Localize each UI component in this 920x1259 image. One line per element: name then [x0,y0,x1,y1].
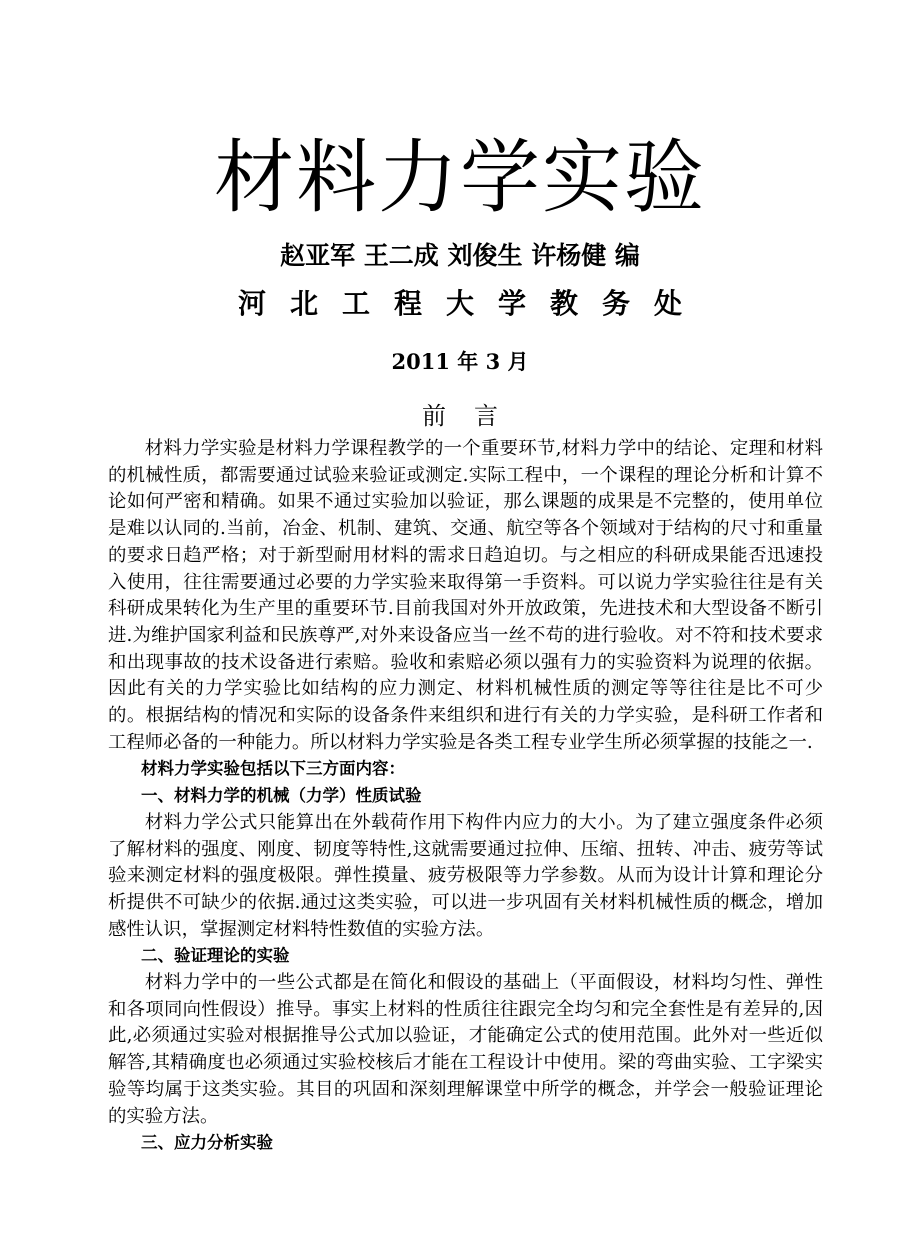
section-paragraph-1: 材料力学公式只能算出在外载荷作用下构件内应力的大小。为了建立强度条件必须了解材料的强度、刚度、韧度等特性,这就需要通过拉伸、压缩、扭转、冲击、疲劳等试验来测定材料的强度极限。弹性摸量、疲劳极限等力学参数。从而为设计计算和理论分析提供不可缺少的依据.通过这类实验，可以进一步巩固有关材料机械性质的概念，增加感性认识，掌握测定材料特性数值的实验方法。 [108,811,823,940]
document-title: 材料力学实验 [214,131,706,224]
organization-line: 河北工程大学教务处 [237,287,706,320]
section-heading-2: 二、验证理论的实验 [141,946,290,966]
publication-date: 2011 年 3 月 [391,349,529,374]
section-paragraph-2: 材料力学中的一些公式都是在简化和假设的基础上（平面假设，材料均匀性、弹性和各项同向性假设）推导。事实上材料的性质往往跟完全均匀和完全套性是有差异的,因此,必须通过实验对根据推导公式加以验证，才能确定公式的使用范围。此外对一些近似解答,其精确度也必须通过实验校核后才能在工程设计中使用。梁的弯曲实验、工字梁实验等均属于这类实验。其目的巩固和深刻理解课堂中所学的概念，并学会一般验证理论的实验方法。 [108,972,823,1127]
preface-heading: 前言 [422,402,526,430]
document-body [108,436,823,1157]
section-heading-1: 一、材料力学的机械（力学）性质试验 [141,786,422,806]
authors-line: 赵亚军 王二成 刘俊生 许杨健 编 [280,241,640,270]
section-heading-3: 三、应力分析实验 [141,1133,273,1153]
contents-intro: 材料力学实验包括以下三方面内容： [141,759,405,779]
intro-paragraph: 材料力学实验是材料力学课程教学的一个重要环节,材料力学中的结论、定理和材料的机械性质，都需要通过试验来验证或测定.实际工程中，一个课程的理论分析和计算不论如何严密和精确。如果不通过实验加以验证，那么课题的成果是不完整的，使用单位是难以认同的.当前，冶金、机制、建筑、交通、航空等各个领域对于结构的尺寸和重量的要求日趋严格；对于新型耐用材料的需求日趋迫切。与之相应的科研成果能否迅速投入使用，往往需要通过必要的力学实验来取得第一手资料。可以说力学实验往往是有关科研成果转化为生产里的重要环节.目前我国对外开放政策，先进技术和大型设备不断引进.为维护国家利益和民族尊严,对外来设备应当一丝不苟的进行验收。对不符和技术要求和出现事故的技术设备进行索赔。验收和索赔必须以强有力的实验资料为说理的依据。因此有关的力学实验比如结构的应力测定、材料机械性质的测定等等往往是比不可少的。根据结构的情况和实际的设备条件来组织和进行有关的力学实验，是科研工作者和工程师必备的一种能力。所以材料力学实验是各类工程专业学生所必须掌握的技能之一. [108,438,823,753]
